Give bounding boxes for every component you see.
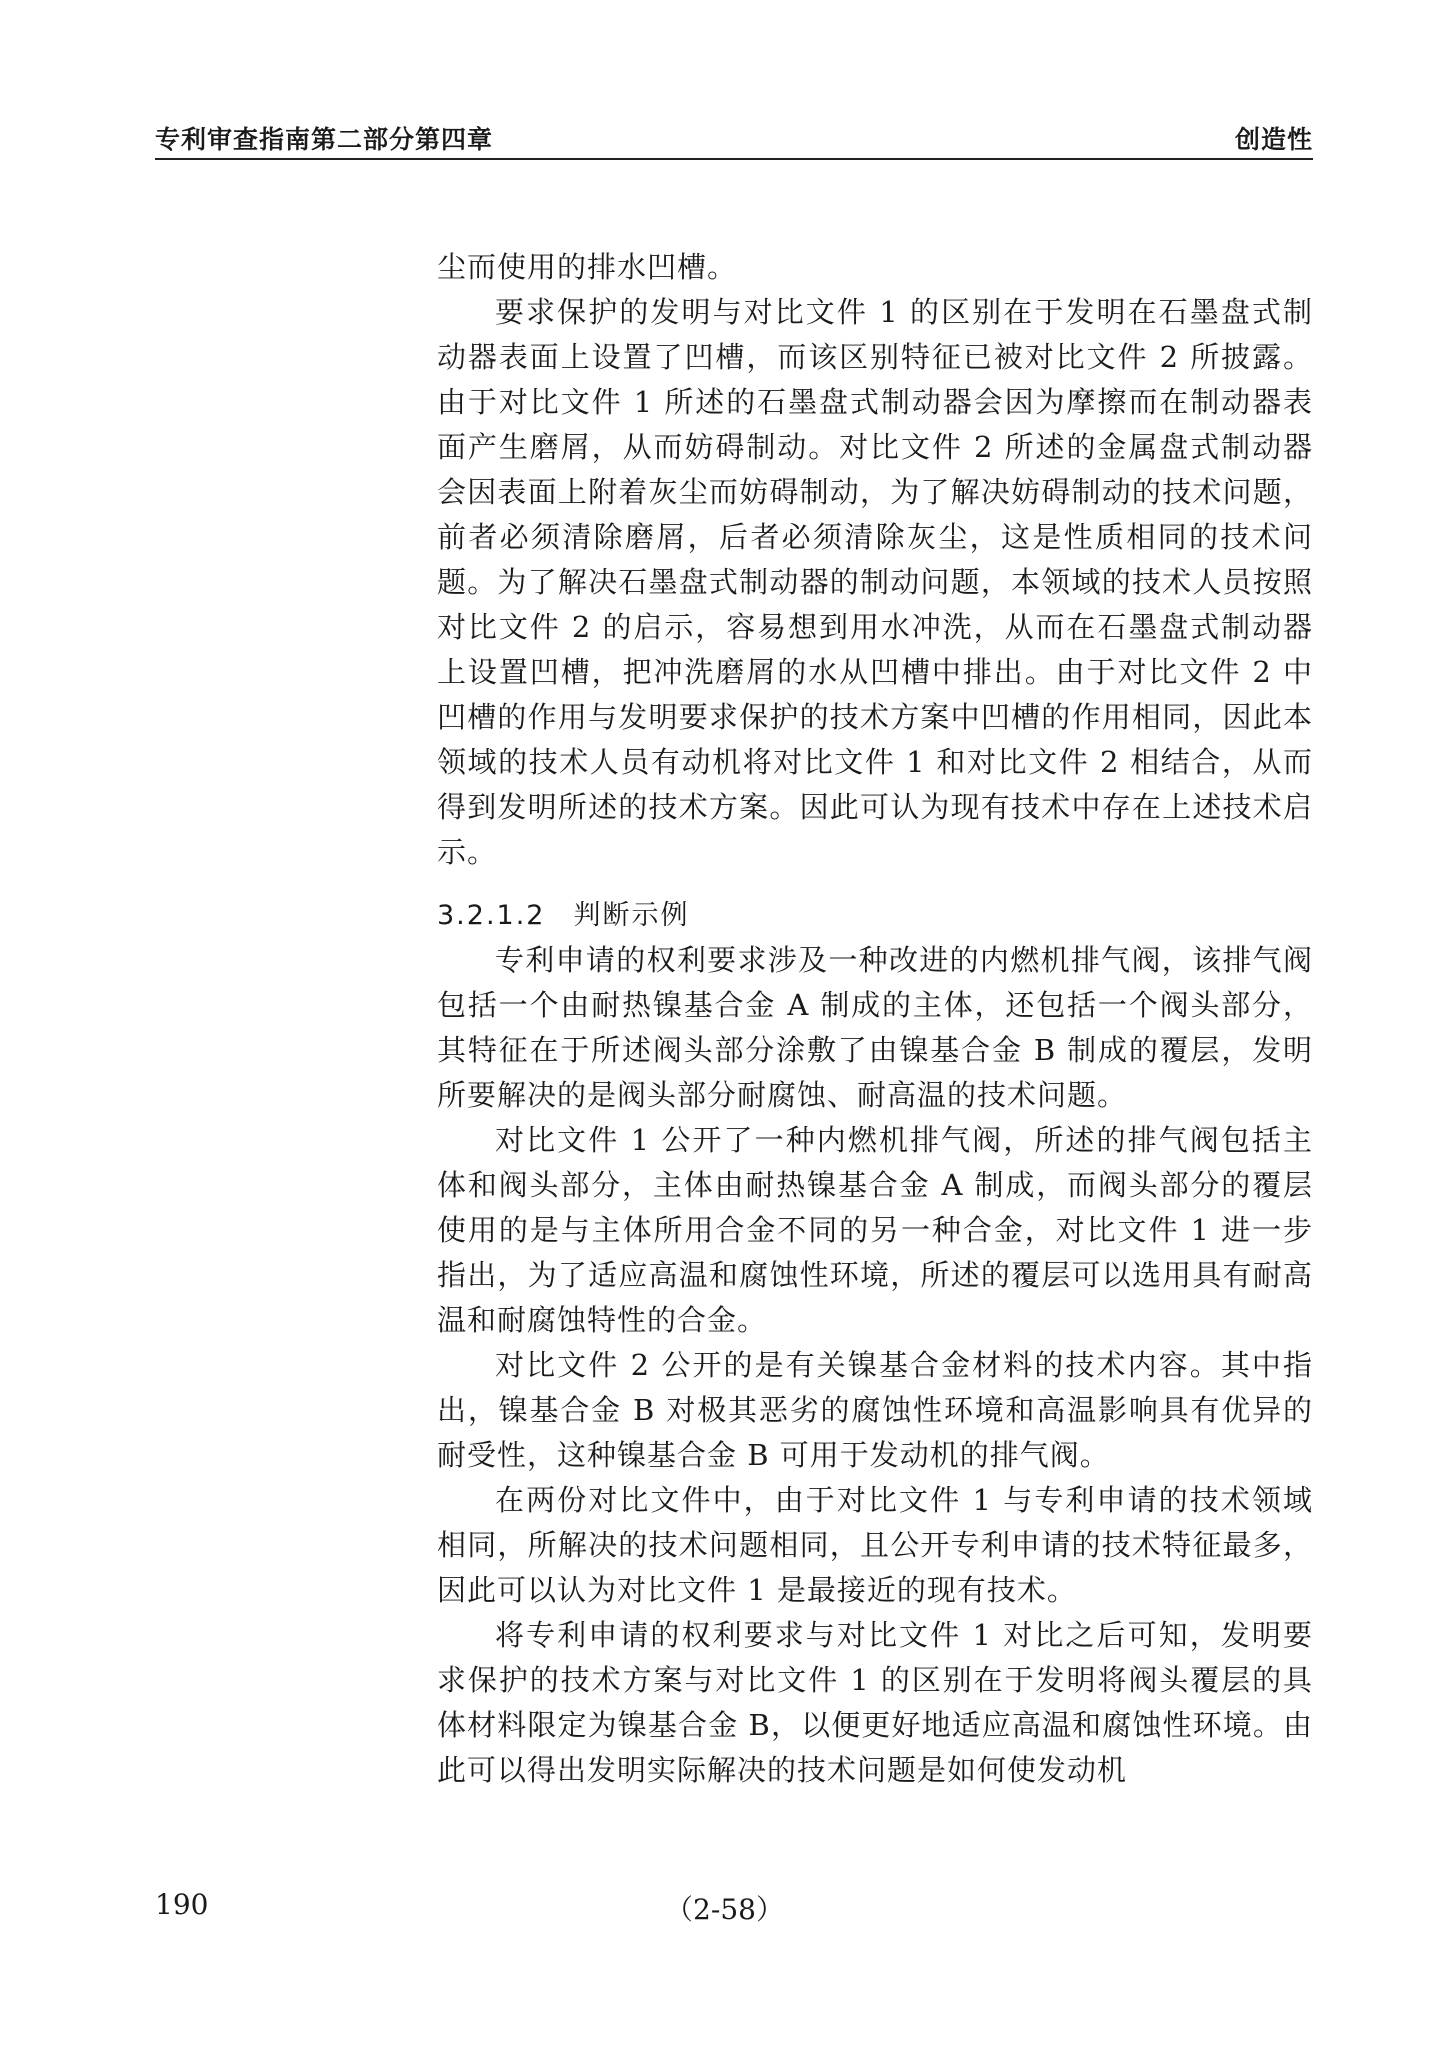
paragraph: 将专利申请的权利要求与对比文件 1 对比之后可知，发明要求保护的技术方案与对比文件 1 的区别在于发明将阀头覆层的具体材料限定为镍基合金 B，以便更好地适应高温和腐蚀性环境。由此可以得出发明实际解决的技术问题是如何使发动机 [437, 1618, 1313, 1787]
paragraph: 对比文件 1 公开了一种内燃机排气阀，所述的排气阀包括主体和阀头部分，主体由耐热镍基合金 A 制成，而阀头部分的覆层使用的是与主体所用合金不同的另一种合金，对比文件 1 进一步指出，为了适应高温和腐蚀性环境，所述的覆层可以选用具有耐高温和耐腐蚀特性的合金。 [437, 1123, 1313, 1337]
running-header-title: 专利审查指南第二部分第四章 [155, 125, 494, 154]
section-title: 判断示例 [573, 900, 690, 931]
paragraph: 尘而使用的排水凹槽。 [437, 250, 738, 284]
page-code: （2-58） [665, 1893, 784, 1926]
running-header [155, 118, 1313, 160]
body-text [437, 245, 1313, 1793]
paragraph: 专利申请的权利要求涉及一种改进的内燃机排气阀，该排气阀包括一个由耐热镍基合金 A 制成的主体，还包括一个阀头部分，其特征在于所述阀头部分涂敷了由镍基合金 B 制成的覆层，发明所要解决的是阀头部分耐腐蚀、耐高温的技术问题。 [437, 943, 1313, 1112]
running-header-section: 创造性 [1234, 125, 1313, 154]
section-number: 3.2.1.2 [437, 900, 546, 931]
paragraph: 要求保护的发明与对比文件 1 的区别在于发明在石墨盘式制动器表面上设置了凹槽，而该区别特征已被对比文件 2 所披露。由于对比文件 1 所述的石墨盘式制动器会因为摩擦而在制动器表面产生磨屑，从而妨碍制动。对比文件 2 所述的金属盘式制动器会因表面上附着灰尘而妨碍制动，为了解决妨碍制动的技术问题，前者必须清除磨屑，后者必须清除灰尘，这是性质相同的技术问题。为了解决石墨盘式制动器的制动问题，本领域的技术人员按照对比文件 2 的启示，容易想到用水冲洗，从而在石墨盘式制动器上设置凹槽，把冲洗磨屑的水从凹槽中排出。由于对比文件 2 中凹槽的作用与发明要求保护的技术方案中凹槽的作用相同，因此本领域的技术人员有动机将对比文件 1 和对比文件 2 相结合，从而得到发明所述的技术方案。因此可认为现有技术中存在上述技术启示。 [437, 295, 1313, 869]
paragraph: 在两份对比文件中，由于对比文件 1 与专利申请的技术领域相同，所解决的技术问题相同，且公开专利申请的技术特征最多，因此可以认为对比文件 1 是最接近的现有技术。 [437, 1483, 1313, 1607]
section-heading [437, 893, 1313, 938]
paragraph: 对比文件 2 公开的是有关镍基合金材料的技术内容。其中指出，镍基合金 B 对极其恶劣的腐蚀性环境和高温影响具有优异的耐受性，这种镍基合金 B 可用于发动机的排气阀。 [437, 1348, 1313, 1472]
page-number: 190 [155, 1888, 209, 1921]
